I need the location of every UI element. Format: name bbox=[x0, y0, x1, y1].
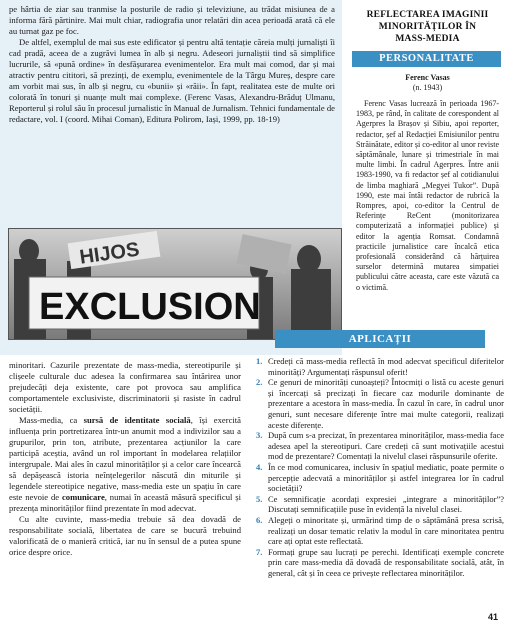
personality-sidebar bbox=[350, 0, 505, 355]
sidebar-title-line-2: MINORITĂȚILOR ÎN bbox=[378, 22, 477, 32]
application-item-number: 2. bbox=[256, 377, 263, 388]
protest-photo-graphic bbox=[9, 229, 341, 339]
author-year: (n. 1943) bbox=[412, 83, 443, 92]
body-paragraph-2 bbox=[9, 415, 241, 514]
sidebar-title bbox=[350, 9, 505, 45]
term-social-identity: sursă de identitate socială bbox=[83, 415, 191, 425]
application-item bbox=[256, 377, 504, 430]
application-item-number: 1. bbox=[256, 356, 263, 366]
application-item bbox=[256, 462, 504, 494]
body-p2-e: , numai în această măsură specificul și prezența minorităților fiind prezentate în mod adecvat. bbox=[9, 492, 242, 513]
sidebar-title-line-1: REFLECTAREA IMAGINII bbox=[366, 10, 489, 20]
excerpt-paragraph-1: pe hârtia de ziar sau tranmise la posturile de radio și televiziune, au trădat misiunea de a informa fără părtinire. Mai mult chiar, radiografia unor relatări din acea perioadă arată că ele au turnat gaz pe foc. bbox=[9, 4, 335, 36]
protest-photo bbox=[8, 228, 342, 340]
body-left-column bbox=[9, 360, 241, 558]
applications-section bbox=[256, 330, 504, 578]
banner-sign-text: HIJOS bbox=[78, 238, 141, 269]
author-name: Ferenc Vasas bbox=[405, 73, 450, 82]
sidebar-title-line-3: MASS-MEDIA bbox=[395, 34, 460, 44]
personality-banner: PERSONALITATE bbox=[352, 51, 501, 67]
applications-banner: APLICAȚII bbox=[275, 330, 485, 348]
application-item bbox=[256, 547, 504, 579]
author-bio: Ferenc Vasas lucrează în perioada 1967-1983, pe rând, în calitate de corespondent al Agerpres la Brașov și Sibiu, apoi reporter, redactor, șef al Redacției Emisiunilor pentru Străinătate, editor și co-editor al unor reviste săptămânale, lunare și trimestriale în mai multe limbi. În cadrul Agerpres. Între anii 1983-1990, va fi redactor șef al cotidianului de limba maghiară „Megyei Tukor”. După 1990, este mai întâi redactor de rubrică la Rompres, apoi, co-editor la Centrul de Referințe ReCent (monitorizarea computerizată a informației publice) și editor la agenția Romsat. Condamnă practicile jurnalistice care încalcă etica profesională considerând că hărțuirea surselor determină mutarea simpatiei publicului către aceasta, care este văzută ca o victimă. bbox=[356, 99, 499, 292]
body-p2-c: , își exercită influența prin portretizarea într-un anumit mod a indivizilor sau a grupurilor, prin ton, atribute, prezentarea acțiunilor la care participă aceștia, având un rol important în modelarea relațiilor intergrupale. Mai ales în cazul minorităților și a celor care încearcă să depășească istoria neînțelegerilor născută din miturile și legendele stereotipice negative, mass-media este un spațiu în care este nevoie de bbox=[9, 415, 241, 502]
application-item-text: În ce mod comunicarea, inclusiv în spațiul mediatic, poate permite o percepție adecvată a minorităților și astfel integrarea lor în cadrul societății? bbox=[268, 461, 504, 494]
application-item-number: 5. bbox=[256, 493, 263, 504]
application-item-number: 4. bbox=[256, 461, 263, 472]
applications-list bbox=[256, 356, 504, 578]
body-paragraph-1: minoritari. Cazurile prezentate de mass-media, stereotipurile și clișeele culturale duc adesea la confirmarea sau întărirea unor prejudecăți deja existente, care pot provoca sau amplifica comportamentele exclusiviste, discriminatorii și rasiste în cadrul societății. bbox=[9, 360, 241, 414]
excerpt-paragraph-2: De altfel, exemplul de mai sus este edificator și pentru altă tentație căreia mulți jurnaliști îi cad pradă, aceea de a zugrăvi lumea în alb și negru. Adeseori jurnaliștii tind să simplifice lucrurile, să «pună ordine» în desfășurarea evenimentelor. Era mult mai comod, dar și mai atractiv pentru cititori, să prezinți, de exemplu, evenimentele de la Târgu Mureș, despre care am vorbit mai sus, în alb și negru, cu «bunii» și «răii». În fapt, realitatea este de multe ori colorată în tonuri și nuanțe mult mai complexe. (Ferenc Vasas, Alexandru-Brăduț Ulmanu, Reporterul și rolul său în procesul jurnalistic în Manual de Jurnalism. Tehnici fundamentale de redactare, vol. I (coord. Mihai Coman), Editura Polirom, Iași, 1999, pp. 18-19) bbox=[9, 37, 335, 124]
application-item bbox=[256, 494, 504, 515]
application-item-text: Ce genuri de minorități cunoașteți? Întocmiți o listă cu aceste genuri și încercați să precizați în fiecare caz modurile dominante de prezentare a acestora în mass-media. În cazul în care, în cadrul unor genuri, sunt necesare diferențe între mai multe categorii, realizați aceste diferențe. bbox=[268, 377, 504, 430]
exclusion-sign-text: EXCLUSION bbox=[39, 286, 261, 328]
excerpt-text bbox=[9, 4, 335, 125]
application-item bbox=[256, 430, 504, 462]
application-item bbox=[256, 356, 504, 377]
application-item bbox=[256, 515, 504, 547]
application-item-text: Credeți că mass-media reflectă în mod adecvat specificul diferitelor minorități? Argumentați răspunsul oferit! bbox=[268, 356, 504, 377]
body-paragraph-3: Cu alte cuvinte, mass-media trebuie să dea dovadă de responsabilitate socială, libertatea de care se bucură trebuind valorificată de o manieră critică, iar nu în sensul de a putea spune orice despre orice. bbox=[9, 514, 241, 557]
term-communication: comunicare bbox=[61, 492, 105, 502]
application-item-number: 7. bbox=[256, 546, 263, 557]
page-number: 41 bbox=[487, 612, 498, 622]
application-item-number: 3. bbox=[256, 430, 263, 441]
application-item-text: După cum s-a precizat, în prezentarea minorităților, mass-media face adesea apel la stereotipuri. Care credeți că sunt motivațiile acestui mod de prezentare? Comentați la nivelul clasei răspunsurile oferite. bbox=[268, 430, 504, 462]
body-p2-a: Mass-media, ca bbox=[19, 415, 84, 425]
application-item-text: Formați grupe sau lucrați pe perechi. Identificați exemple concrete prin care mass-media dă dovadă de responsabilitate socială, atât, în general, cât și în ceea ce privește reflectarea minorităților. bbox=[268, 546, 504, 578]
application-item-text: Ce semnificație acordați expresiei „integrare a minorităților”? Discutați semnificațiile puse în evidență la nivelul clasei. bbox=[268, 493, 504, 515]
application-item-text: Alegeți o minoritate și, urmărind timp de o săptămână presa scrisă, realizați un dosar tematic relativ la modul în care minoritatea pentru care ați optat este reflectată. bbox=[268, 514, 504, 547]
application-item-number: 6. bbox=[256, 514, 263, 525]
